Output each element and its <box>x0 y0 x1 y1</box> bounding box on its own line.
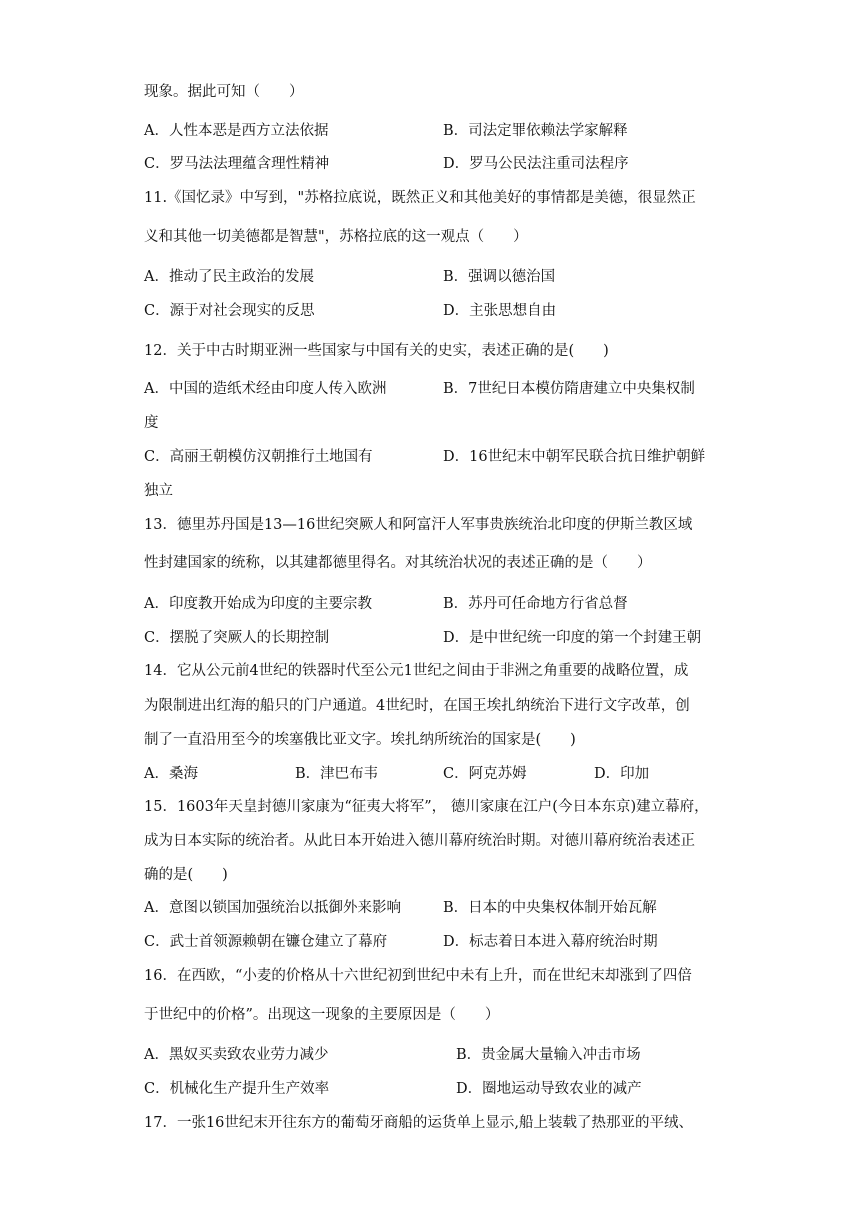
q12-option-b: B．7世纪日本模仿隋唐建立中央集权制 <box>443 381 695 397</box>
question-16-stem-line2: 于世纪中的价格”。出现这一现象的主要原因是（ ） <box>144 1007 500 1023</box>
q11-option-d: D．主张思想自由 <box>443 303 557 319</box>
question-16-stem-line1: 16．在西欧，“小麦的价格从十六世纪初到世纪中未有上升，而在世纪末却涨到了四倍 <box>144 968 692 984</box>
question-14-stem-line1: 14．它从公元前4世纪的铁器时代至公元1世纪之间由于非洲之角重要的战略位置，成 <box>144 663 689 679</box>
q16-option-c: C．机械化生产提升生产效率 <box>144 1081 330 1097</box>
q11-option-b: B．强调以德治国 <box>443 269 556 285</box>
q12-option-a: A．中国的造纸术经由印度人传入欧洲 <box>144 381 387 397</box>
question-11-stem-line1: 11.《国忆录》中写到，"苏格拉底说，既然正义和其他美好的事情都是美德，很显然正 <box>144 190 696 206</box>
question-10-stem-tail: 现象。据此可知（ ） <box>144 84 304 100</box>
q11-option-a: A．推动了民主政治的发展 <box>144 269 314 285</box>
q14-option-a: A．桑海 <box>144 766 198 782</box>
q13-option-a: A．印度教开始成为印度的主要宗教 <box>144 596 372 612</box>
question-15-stem-line1: 15．1603年天皇封德川家康为“征夷大将军”， 德川家康在江户(今日本东京)建立幕府， <box>144 799 709 815</box>
question-17-stem-line1: 17．一张16世纪末开往东方的葡萄牙商船的运货单上显示,船上装载了热那亚的平绒、 <box>144 1115 694 1131</box>
q10-option-d: D．罗马公民法注重司法程序 <box>443 156 629 172</box>
question-14-stem-line3: 制了一直沿用至今的埃塞俄比亚文字。埃扎纳所统治的国家是( ) <box>144 732 576 748</box>
question-12-stem: 12．关于中古时期亚洲一些国家与中国有关的史实，表述正确的是( ) <box>144 343 609 359</box>
q14-option-b: B．津巴布韦 <box>295 766 379 782</box>
q15-option-d: D．标志着日本进入幕府统治时期 <box>443 934 658 950</box>
question-11-stem-line2: 义和其他一切美德都是智慧"，苏格拉底的这一观点（ ） <box>144 229 528 245</box>
q14-option-c: C．阿克苏姆 <box>443 766 527 782</box>
question-14-stem-line2: 为限制进出红海的船只的门户通道。4世纪时，在国王埃扎纳统治下进行文字改革，创 <box>144 698 690 714</box>
q11-option-c: C．源于对社会现实的反思 <box>144 303 315 319</box>
q13-option-d: D．是中世纪统一印度的第一个封建王朝 <box>443 630 702 646</box>
q12-option-b-wrap: 度 <box>144 415 159 431</box>
question-15-stem-line3: 确的是( ) <box>144 867 228 883</box>
q16-option-b: B．贵金属大量输入冲击市场 <box>456 1047 641 1063</box>
q10-option-a: A．人性本恶是西方立法依据 <box>144 123 329 139</box>
q15-option-a: A．意图以锁国加强统治以抵御外来影响 <box>144 900 401 916</box>
q13-option-c: C．摆脱了突厥人的长期控制 <box>144 630 330 646</box>
q16-option-a: A．黑奴买卖致农业劳力减少 <box>144 1047 329 1063</box>
q10-option-b: B．司法定罪依赖法学家解释 <box>443 123 628 139</box>
q16-option-d: D．圈地运动导致农业的减产 <box>456 1081 642 1097</box>
question-13-stem-line1: 13．德里苏丹国是13—16世纪突厥人和阿富汗人军事贵族统治北印度的伊斯兰教区域 <box>144 517 693 533</box>
q14-option-d: D．印加 <box>594 766 650 782</box>
q12-option-d: D．16世纪末中朝军民联合抗日维护朝鲜 <box>443 449 706 465</box>
q10-option-c: C．罗马法法理蕴含理性精神 <box>144 156 330 172</box>
q15-option-b: B．日本的中央集权体制开始瓦解 <box>443 900 657 916</box>
question-15-stem-line2: 成为日本实际的统治者。从此日本开始进入德川幕府统治时期。对德川幕府统治表述正 <box>144 833 695 849</box>
question-13-stem-line2: 性封建国家的统称，以其建都德里得名。对其统治状况的表述正确的是（ ） <box>144 555 652 571</box>
q15-option-c: C．武士首领源赖朝在镰仓建立了幕府 <box>144 934 388 950</box>
q12-option-c: C．高丽王朝模仿汉朝推行土地国有 <box>144 449 373 465</box>
q12-option-d-wrap: 独立 <box>144 483 173 499</box>
q13-option-b: B．苏丹可任命地方行省总督 <box>443 596 628 612</box>
